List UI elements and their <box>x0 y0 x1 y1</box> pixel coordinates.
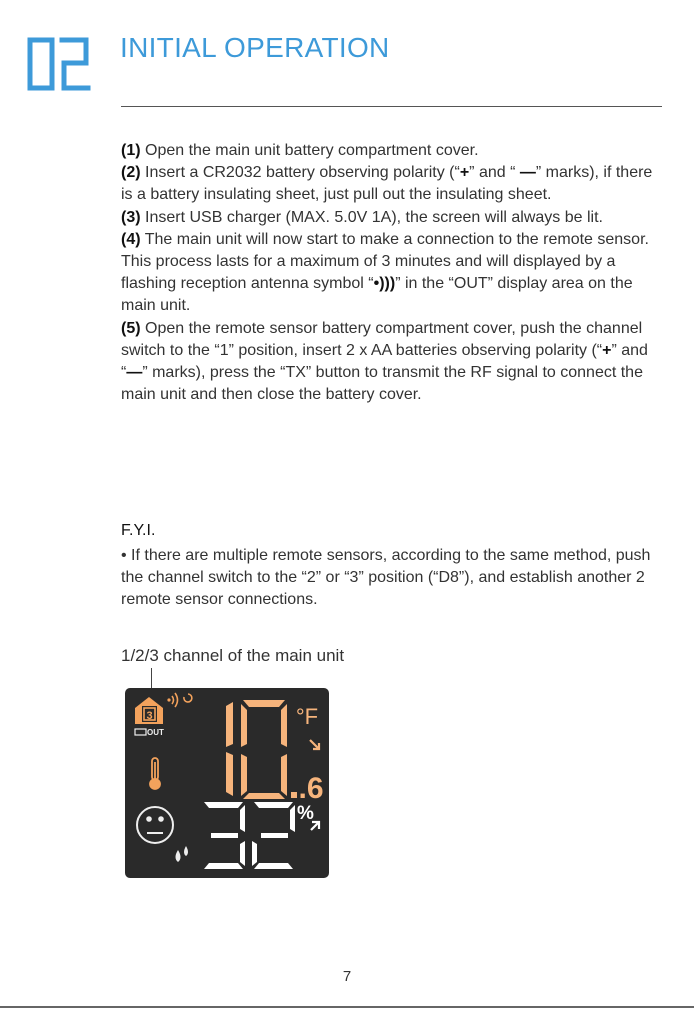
step-text: ” marks), press the “TX” button to transmit the RF signal to connect the main unit and then close the battery cover. <box>121 364 643 404</box>
channel-number: 3 <box>146 710 153 722</box>
steps-list <box>121 140 666 406</box>
step-2 <box>121 162 666 206</box>
step-3 <box>121 207 666 229</box>
step-text: The main unit will now start to make a connection to the remote sensor. This process lasts for a maximum of 3 minutes and will displayed by a flashing reception antenna symbol “ <box>121 230 649 293</box>
fyi-heading: F.Y.I. <box>121 522 156 539</box>
plus-symbol: + <box>602 341 612 359</box>
step-text: Insert a CR2032 battery observing polarity (“ <box>140 164 460 182</box>
temperature-decimal: .6 <box>298 772 324 805</box>
step-number: (3) <box>121 208 141 226</box>
header-divider <box>121 106 662 107</box>
minus-symbol: — <box>519 164 536 182</box>
step-number: (5) <box>121 319 141 337</box>
page-title: INITIAL OPERATION <box>120 32 390 63</box>
thermometer-icon <box>150 758 160 789</box>
page-number: 7 <box>342 968 352 985</box>
step-text: ” in the “OUT” display area on the main unit. <box>121 275 633 315</box>
figure-callout: 1/2/3 channel of the main unit <box>121 646 345 665</box>
step-number: (1) <box>121 142 141 159</box>
step-5 <box>121 318 666 407</box>
lcd-display <box>125 688 329 878</box>
out-label: OUT <box>147 728 164 737</box>
section-number-graphic <box>26 36 92 92</box>
step-text: Insert USB charger (MAX. 5.0V 1A), the screen will always be lit. <box>140 208 603 226</box>
plus-symbol: + <box>459 164 470 182</box>
humidity-unit: % <box>297 803 314 824</box>
footer-divider <box>0 1006 694 1008</box>
minus-symbol: — <box>126 364 143 382</box>
temperature-unit: °F <box>295 704 319 729</box>
step-text: ” and “ <box>121 341 648 382</box>
step-number: (4) <box>121 230 141 248</box>
step-4 <box>121 229 666 318</box>
antenna-signal-icon: •))) <box>373 275 396 293</box>
step-text: Open the main unit battery compartment cover. <box>140 142 479 159</box>
step-text: ” marks), if there is a battery insulating sheet, just pull out the insulating sheet. <box>121 164 653 204</box>
fyi-text: • If there are multiple remote sensors, according to the same method, push the channel switch to the “2” or “3” position (“D8”), and establish another 2 remote sensor connections. <box>121 547 651 609</box>
step-text: ” and “ <box>469 164 520 182</box>
step-number: (2) <box>121 164 141 182</box>
step-text: Open the remote sensor battery compartment cover, push the channel switch to the “1” position, insert 2 x AA batteries observing polarity (“ <box>121 319 643 359</box>
step-1 <box>121 140 666 162</box>
